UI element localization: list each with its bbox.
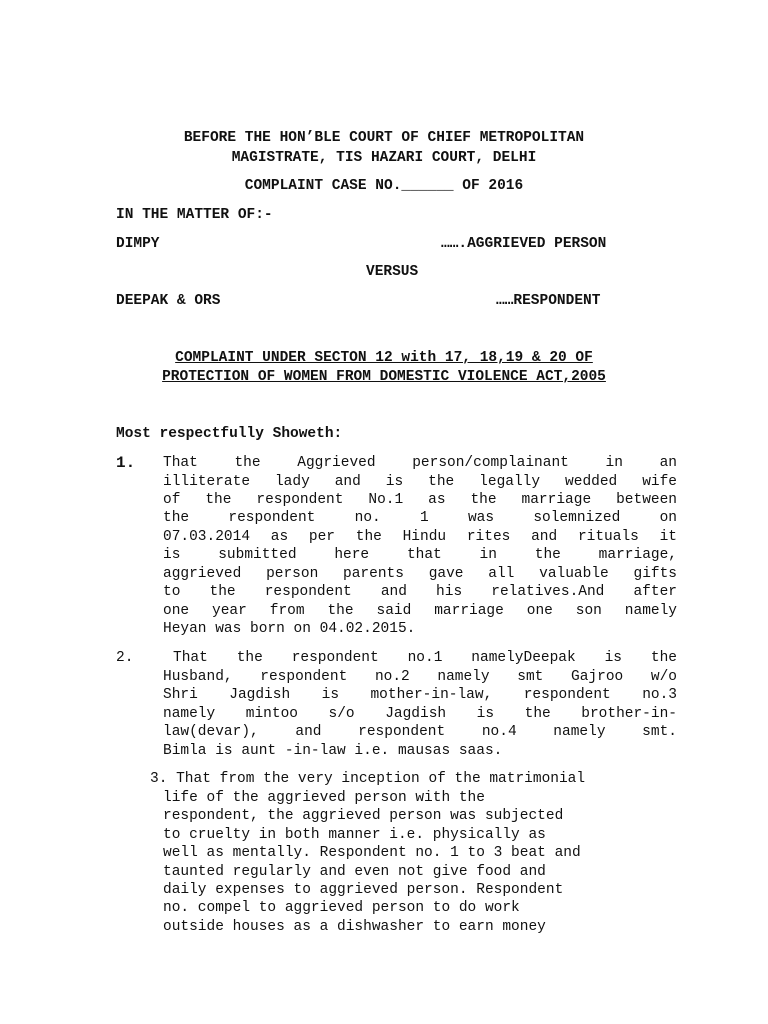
para3-line: daily expenses to aggrieved person. Respondent xyxy=(163,882,564,898)
para3-line: well as mentally. Respondent no. 1 to 3 beat and xyxy=(163,845,581,861)
para2-line: namely mintoo s/o Jagdish is the brother-in- xyxy=(163,706,677,722)
para1-line: illiterate lady and is the legally wedded wife xyxy=(163,474,677,490)
versus-label: VERSUS xyxy=(366,264,419,280)
para1-line: That the Aggrieved person/complainant in an xyxy=(163,455,677,471)
aggrieved-name: DIMPY xyxy=(116,236,160,252)
case-number: COMPLAINT CASE NO.______ OF 2016 xyxy=(244,178,524,194)
para3-line: to cruelty in both manner i.e. physically as xyxy=(163,827,546,843)
para1-number: 1. xyxy=(116,454,136,472)
para1-line: Heyan was born on 04.02.2015. xyxy=(163,621,416,637)
complaint-title-line1: COMPLAINT UNDER SECTON 12 with 17, 18,19 & 20 OF xyxy=(175,350,593,366)
para1-line: is submitted here that in the marriage, xyxy=(163,547,677,563)
para2-line: law(devar), and respondent no.4 namely smt. xyxy=(163,724,677,740)
matter-label: IN THE MATTER OF:- xyxy=(116,207,273,223)
para2-line: Shri Jagdish is mother-in-law, respondent no.3 xyxy=(163,687,677,703)
para1-line: aggrieved person parents gave all valuable gifts xyxy=(163,566,677,582)
para2-number: 2. xyxy=(116,650,134,666)
para2-line: Husband, respondent no.2 namely smt Gajroo w/o xyxy=(163,669,677,685)
complaint-title-line2: PROTECTION OF WOMEN FROM DOMESTIC VIOLENCE ACT,2005 xyxy=(162,369,606,385)
respondent-role: ……RESPONDENT xyxy=(496,293,601,309)
para2-line: That the respondent no.1 namelyDeepak is the xyxy=(173,650,677,666)
para3-line: outside houses as a dishwasher to earn money xyxy=(163,919,546,935)
para1-line: one year from the said marriage one son namely xyxy=(163,603,677,619)
aggrieved-role: …….AGGRIEVED PERSON xyxy=(441,236,607,252)
para3-line: no. compel to aggrieved person to do work xyxy=(163,900,520,916)
para3-line: taunted regularly and even not give food and xyxy=(163,864,546,880)
para1-line: to the respondent and his relatives.And after xyxy=(163,584,677,600)
respondent-name: DEEPAK & ORS xyxy=(116,293,221,309)
para3-first-line: 3. That from the very inception of the matrimonial xyxy=(150,771,586,787)
para1-line: 07.03.2014 as per the Hindu rites and rituals it xyxy=(163,529,677,545)
para2-line: Bimla is aunt -in-law i.e. mausas saas. xyxy=(163,743,503,759)
para1-line: of the respondent No.1 as the marriage between xyxy=(163,492,677,508)
para3-line: life of the aggrieved person with the xyxy=(163,790,485,806)
court-heading-line1: BEFORE THE HON’BLE COURT OF CHIEF METROPOLITAN xyxy=(183,130,585,146)
para1-line: the respondent no. 1 was solemnized on xyxy=(163,510,677,526)
salutation: Most respectfully Showeth: xyxy=(116,426,343,442)
court-heading-line2: MAGISTRATE, TIS HAZARI COURT, DELHI xyxy=(231,150,537,166)
para3-line: respondent, the aggrieved person was subjected xyxy=(163,808,564,824)
